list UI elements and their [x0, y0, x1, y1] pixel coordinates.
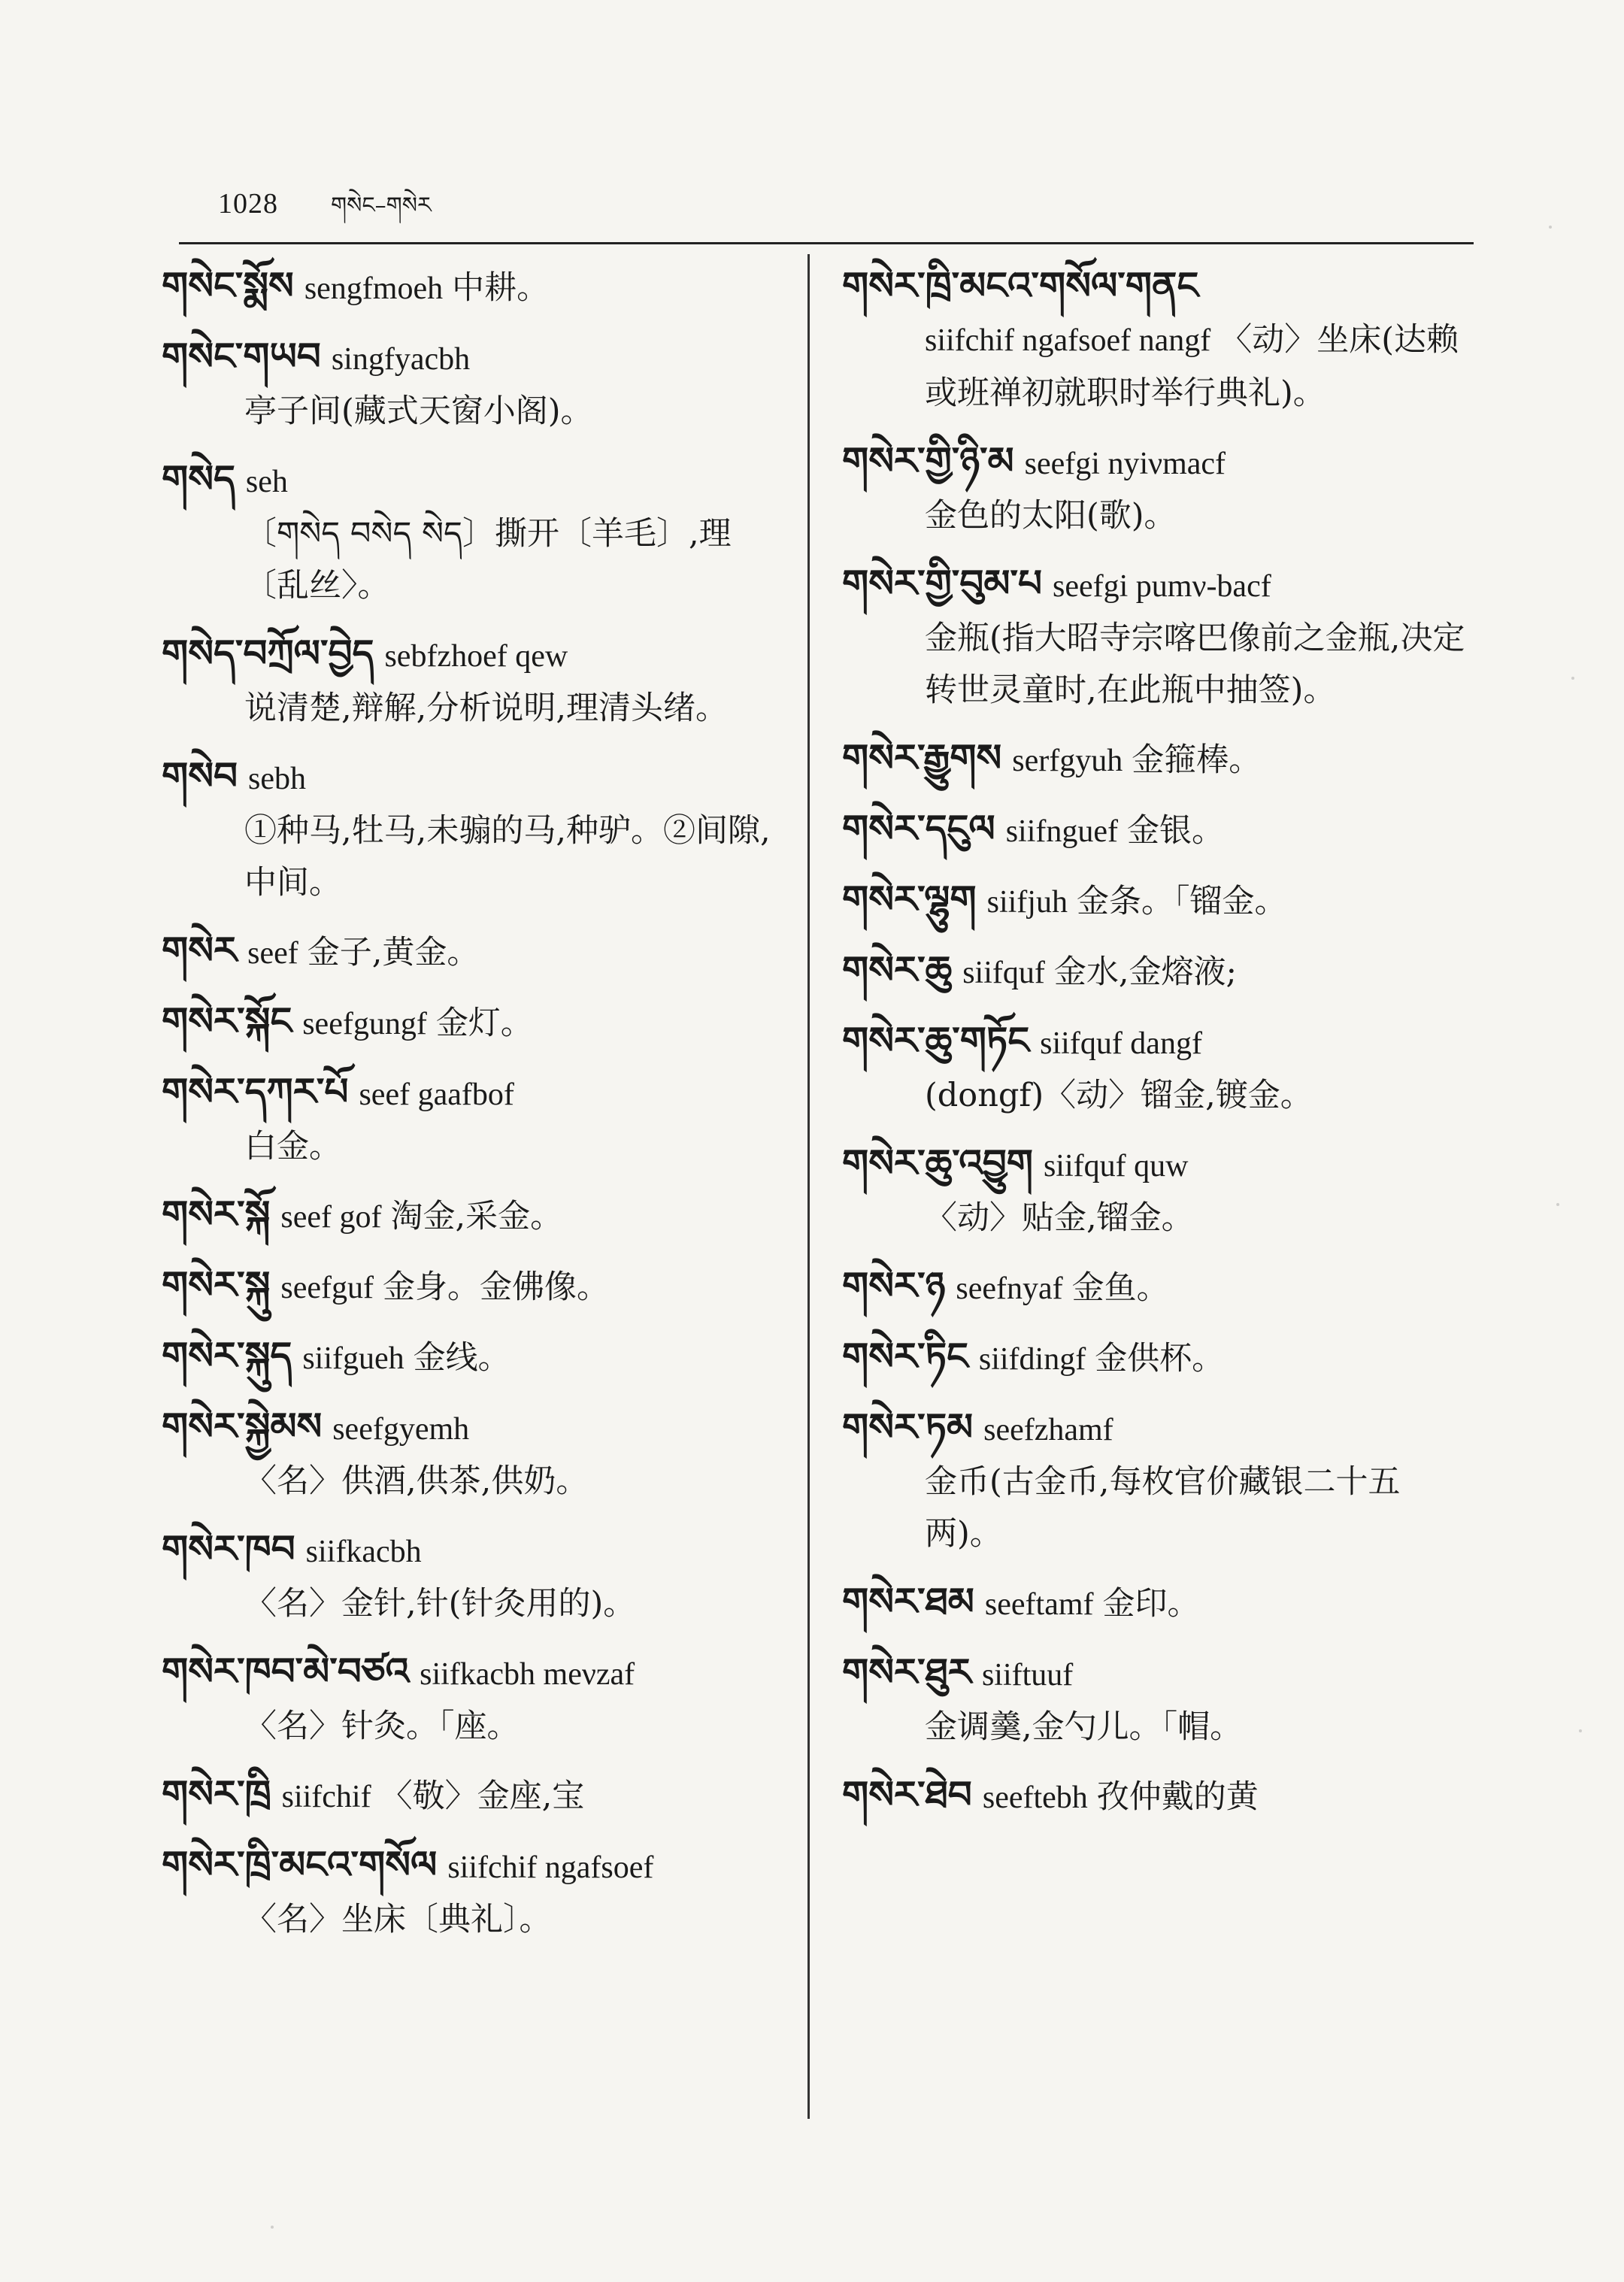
dictionary-entry — [162, 750, 793, 909]
entry-phonetic: sebfzhoef qew — [384, 639, 568, 674]
dictionary-entry — [842, 1014, 1474, 1122]
entry-phonetic: siifquf dangf — [1040, 1026, 1202, 1061]
dictionary-entry — [162, 453, 793, 612]
entry-definition: 白金。 — [244, 1128, 341, 1165]
entry-definition: 〈名〉供酒,供茶,供奶。 — [244, 1462, 589, 1500]
entry-headword: གསེར་སྐོང — [162, 999, 292, 1043]
dictionary-entry — [162, 1838, 793, 1946]
dictionary-entry — [842, 732, 1474, 787]
entry-definition: 〈敬〉金座,宝 — [380, 1777, 585, 1815]
entry-definition: 金灯。 — [435, 1005, 533, 1042]
dictionary-entry — [162, 995, 793, 1050]
scan-speck — [1571, 677, 1574, 680]
dictionary-entry — [842, 802, 1474, 858]
entry-definition: 中耕。 — [452, 269, 550, 307]
entry-definition: 金调羹,金勺儿。「帽。 — [925, 1708, 1243, 1746]
entry-headword: གསེར་ཏམ — [842, 1405, 974, 1449]
entry-phonetic: siifquf quw — [1043, 1149, 1189, 1183]
dictionary-entry — [162, 1065, 793, 1173]
entry-definition: 淘金,采金。 — [390, 1198, 563, 1235]
right-column — [842, 259, 1474, 1839]
entry-definition: 孜仲戴的黄 — [1096, 1778, 1259, 1816]
entry-definition: 金水,金熔液; — [1053, 953, 1238, 991]
entry-definition: 金子,黄金。 — [307, 934, 480, 971]
dictionary-entry — [842, 944, 1474, 999]
entry-headword: གསེར་དངུལ — [842, 806, 995, 850]
dictionary-entry — [162, 1768, 793, 1823]
scan-speck — [271, 2226, 274, 2229]
entry-phonetic: seeftamf — [984, 1587, 1094, 1622]
entry-phonetic: siifchif ngafsoef — [447, 1850, 654, 1885]
entry-definition: 金条。「镏金。 — [1076, 883, 1287, 920]
entry-phonetic: siifgueh — [302, 1341, 404, 1376]
entry-headword: གསེར་ཐམ — [842, 1579, 974, 1623]
entry-phonetic: seh — [245, 465, 288, 499]
page-number: 1028 — [218, 188, 278, 220]
entry-phonetic: sengfmoeh — [304, 271, 444, 306]
dictionary-entry — [842, 873, 1474, 929]
entry-phonetic: siifkacbh — [305, 1535, 422, 1569]
entry-definition: 金色的太阳(歌)。 — [925, 497, 1177, 535]
entry-phonetic: seef — [247, 936, 298, 971]
entry-phonetic: singfyacbh — [331, 342, 471, 377]
dictionary-entry — [162, 1329, 793, 1385]
dictionary-entry — [162, 627, 793, 735]
entry-phonetic: seeftebh — [982, 1780, 1088, 1815]
dictionary-entry — [162, 1188, 793, 1244]
dictionary-entry — [162, 924, 793, 980]
entry-headword: གསེད — [162, 456, 235, 501]
entry-definition: ①种马,牡马,未骟的马,种驴。②间隙,中间。 — [244, 812, 771, 902]
entry-phonetic: seefgungf — [302, 1007, 427, 1041]
entry-headword: གསེར་ཆུ་འབྱུག — [842, 1141, 1033, 1185]
dictionary-entry — [842, 1137, 1474, 1244]
entry-headword: གསེར་སྐུད — [162, 1333, 292, 1377]
entry-headword: གསེར་ཁྲི་མངའ་གསོལ — [162, 1842, 438, 1887]
scan-speck — [1556, 1203, 1559, 1206]
dictionary-entry — [842, 1330, 1474, 1386]
dictionary-entry — [842, 1768, 1474, 1824]
entry-headword: གསེར་ཁྲི — [162, 1771, 271, 1816]
entry-phonetic: seefgi nyiνmacf — [1024, 447, 1226, 481]
dictionary-entry — [842, 1259, 1474, 1315]
entry-phonetic: siifquf — [962, 956, 1045, 990]
column-divider — [807, 254, 810, 2119]
dictionary-entry — [842, 1646, 1474, 1753]
entry-headword: གསེར་སྐུ — [162, 1262, 271, 1307]
entry-phonetic: seefgi pumν-bacf — [1053, 569, 1271, 604]
entry-phonetic: seefguf — [280, 1271, 374, 1305]
entry-phonetic: siifjuh — [986, 885, 1068, 920]
entry-headword: གསེར་གྱི་ཉི་མ — [842, 438, 1014, 483]
entry-headword: གསེར་སྐོ — [162, 1192, 271, 1236]
entry-headword: གསེར — [162, 928, 238, 972]
entry-definition: 金币(古金币,每枚官价藏银二十五两)。 — [925, 1463, 1401, 1553]
entry-phonetic: siifdingf — [978, 1342, 1086, 1377]
entry-headword: གསེར་ཐེབ — [842, 1772, 972, 1817]
dictionary-entry — [842, 1575, 1474, 1631]
entry-headword: གསེད་བཀྲོལ་བྱེད — [162, 631, 374, 675]
entry-phonetic: seef gof — [280, 1200, 382, 1235]
entry-phonetic: seefnyaf — [956, 1271, 1063, 1306]
entry-definition: 亭子间(藏式天窗小阁)。 — [244, 392, 593, 430]
dictionary-entry — [162, 1523, 793, 1630]
entry-headword: གསེར་ཁབ་མེ་བཙའ — [162, 1649, 410, 1693]
scan-speck — [1549, 226, 1552, 229]
entry-definition: 〈名〉金针,针(针灸用的)。 — [244, 1585, 636, 1623]
entry-phonetic: siifchif — [281, 1780, 371, 1814]
dictionary-entry — [842, 557, 1474, 717]
entry-phonetic: seefzhamf — [983, 1413, 1113, 1447]
entry-definition: 金印。 — [1102, 1585, 1200, 1623]
entry-definition: 〔གསེད བསེད སེད〕撕开〔羊毛〕,理〔乱丝〉。 — [244, 515, 732, 605]
entry-definition: 金瓶(指大昭寺宗喀巴像前之金瓶,决定转世灵童时,在此瓶中抽签)。 — [925, 620, 1465, 709]
entry-phonetic: seefgyemh — [332, 1412, 470, 1447]
entry-headword: གསེར་ཁྲི་མངའ་གསོལ་གནང — [842, 263, 1199, 308]
dictionary-entry — [162, 330, 793, 438]
entry-phonetic: seef gaafbof — [359, 1077, 514, 1112]
entry-headword: གསེར་དཀར་པོ — [162, 1069, 349, 1114]
entry-headword: གསེབ — [162, 753, 238, 798]
entry-headword: གསེང་སྨོས — [162, 263, 294, 308]
entry-definition: 金供杯。 — [1095, 1340, 1225, 1377]
entry-definition: 金箍棒。 — [1132, 741, 1262, 779]
entry-phonetic: serfgyuh — [1012, 744, 1123, 778]
page-header — [218, 180, 432, 244]
entry-definition: (dongf)〈动〉镏金,镀金。 — [925, 1077, 1313, 1114]
entry-headword: གསེར་རྒྱུགས — [842, 735, 1002, 780]
entry-definition: 〈动〉坐床(达赖或班禅初就职时举行典礼)。 — [925, 321, 1459, 412]
entry-phonetic: siifchif ngafsoef nangf — [925, 323, 1211, 358]
entry-headword: གསེར་ཆུ — [842, 947, 953, 992]
entry-headword: གསེར་ཐུར — [842, 1650, 971, 1694]
entry-definition: 〈名〉针灸。「座。 — [244, 1708, 520, 1745]
entry-definition: 金身。金佛像。 — [382, 1268, 609, 1306]
entry-definition: 〈名〉坐床〔典礼〕。 — [244, 1901, 552, 1938]
entry-definition: 〈动〉贴金,镏金。 — [925, 1199, 1194, 1237]
running-head: གསེང–གསེར — [331, 192, 432, 219]
entry-headword: གསེར་གྱི་བུམ་པ — [842, 561, 1042, 605]
entry-phonetic: siifnguef — [1005, 814, 1118, 849]
dictionary-entry — [842, 259, 1474, 420]
dictionary-entry — [162, 259, 793, 315]
scan-speck — [1579, 1729, 1582, 1732]
dictionary-entry — [842, 1401, 1474, 1560]
left-column — [162, 259, 793, 1961]
entry-phonetic: sebh — [248, 762, 306, 796]
entry-definition: 金鱼。 — [1071, 1269, 1169, 1307]
dictionary-entry — [162, 1259, 793, 1314]
entry-headword: གསེང་གཡབ — [162, 334, 321, 378]
entry-definition: 说清楚,辩解,分析说明,理清头绪。 — [244, 689, 729, 727]
entry-definition: 金银。 — [1127, 812, 1224, 850]
entry-headword: གསེར་ལྷུག — [842, 877, 977, 921]
entry-headword: གསེར་སྐྱེམས — [162, 1404, 323, 1448]
dictionary-entry — [842, 435, 1474, 542]
entry-phonetic: siifkacbh meνzaf — [420, 1657, 635, 1692]
entry-definition: 金线。 — [413, 1339, 511, 1377]
entry-headword: གསེར་ཏིང — [842, 1334, 968, 1378]
entry-phonetic: siiftuuf — [981, 1658, 1074, 1693]
dictionary-entry — [162, 1645, 793, 1753]
entry-headword: གསེར་ཁབ — [162, 1526, 295, 1571]
header-rule — [179, 242, 1474, 244]
dictionary-entry — [162, 1400, 793, 1508]
entry-headword: གསེར་ཆུ་གཏོང — [842, 1018, 1030, 1062]
entry-headword: གསེར་ཉ — [842, 1263, 946, 1308]
